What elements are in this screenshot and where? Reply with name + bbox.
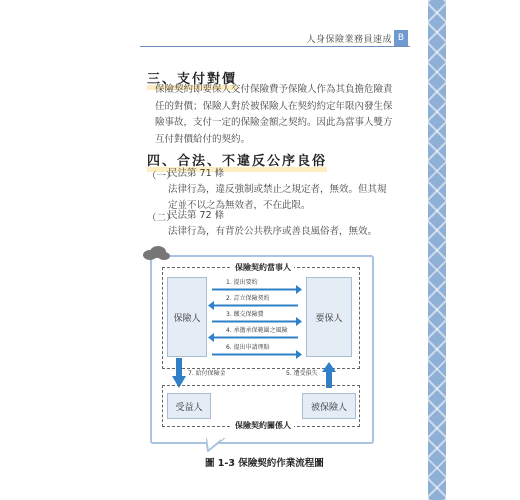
beneficiary-label: 受益人 (175, 402, 203, 413)
flow-label-1: 1. 提出要約 (226, 279, 258, 286)
flow-arrow-right-6 (212, 350, 302, 359)
parties-group-label: 保險契約當事人 (232, 262, 294, 273)
policyholder-label: 要保人 (315, 313, 343, 324)
pay-benefit-label: 7. 給付保險金 (188, 370, 226, 377)
speech-tail-icon (206, 438, 226, 452)
figure-caption: 圖 1-3 保險契約作業流程圖 (205, 458, 324, 469)
flow-label-6: 6. 提出申請理賠 (226, 344, 270, 351)
header-title: 人身保險業務員速成 (306, 35, 392, 45)
side-decoration-strip (428, 0, 446, 500)
flow-label-3: 3. 繳交保險費 (226, 311, 264, 318)
item-1-title: 民法第 71 條 (168, 168, 225, 179)
beneficiary-box (167, 393, 211, 419)
insurer-box (167, 277, 207, 357)
page-badge: B (394, 30, 408, 46)
suffer-loss-label: 5. 遭受損失 (286, 370, 318, 377)
insurer-label: 保險人 (173, 313, 201, 324)
page-header (140, 32, 410, 47)
pay-benefit-arrow-down (172, 358, 186, 388)
section-heading-4: 四、合法、不違反公序良俗 (147, 150, 327, 169)
section-3-paragraph: 保險契約即要保人交付保險費予保險人作為其負擔危險責任的對價；保險人對於被保險人在契約約定年限內發生保險事故，支付一定的保險金額之契約。因此為當事人雙方互付對價給付的契約。 (155, 84, 393, 145)
flow-label-2: 2. 訂立保險契約 (226, 295, 270, 302)
insured-label: 被保險人 (310, 402, 347, 413)
related-group-label: 保險契約關係人 (232, 420, 294, 431)
section-heading-3: 三、支付對價 (147, 68, 237, 87)
item-2-text: 法律行為，有背於公共秩序或善良風俗者，無效。 (168, 226, 378, 237)
item-1-label: （一） (147, 171, 176, 182)
flow-arrow-left-4 (208, 333, 298, 342)
item-2-label: （二） (147, 213, 176, 224)
cloud-icon (142, 245, 170, 261)
flow-label-4: 4. 承擔承保範圍之風險 (226, 327, 288, 334)
policyholder-box (306, 277, 352, 357)
insured-box (302, 393, 356, 419)
item-1-text: 法律行為，違反強制或禁止之規定者，無效。但其規定並不以之為無效者，不在此限。 (168, 184, 387, 211)
item-2-title: 民法第 72 條 (168, 210, 225, 221)
